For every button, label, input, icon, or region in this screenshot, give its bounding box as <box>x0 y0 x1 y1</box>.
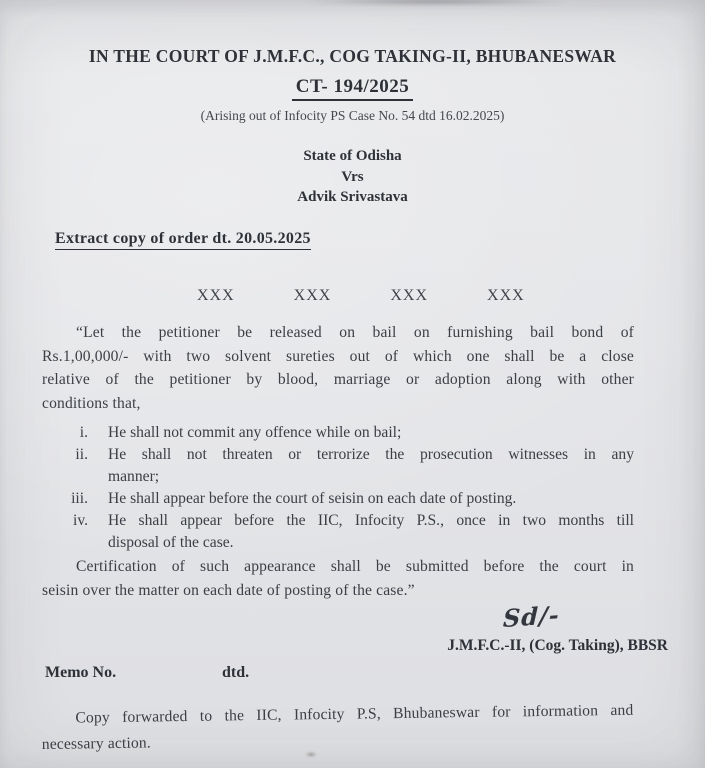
signature-sd-mark: Sd/- <box>502 599 561 634</box>
parties-block <box>0 146 705 208</box>
versus-label: Vrs <box>341 168 364 185</box>
condition-line: He shall not commit any offence while on bail; <box>108 424 402 441</box>
party-state: State of Odisha <box>303 148 402 164</box>
forwarding-paragraph <box>41 698 634 758</box>
condition-line: He shall appear before the IIC, Infocity P.S., once in two months till <box>108 512 634 529</box>
certification-line: Certification of such appearance shall be submitted before the court in <box>76 558 634 575</box>
court-title: IN THE COURT OF J.M.F.C., COG TAKING-II, BHUBANESWAR <box>88 46 617 66</box>
case-number-text: CT- 194/2025 <box>292 76 414 101</box>
order-paragraph-line: conditions that, <box>42 394 141 412</box>
condition-line: He shall appear before the court of seisin on each date of posting. <box>108 490 517 507</box>
redaction-row <box>197 287 525 305</box>
condition-numeral: ii. <box>75 446 88 463</box>
condition-item <box>42 444 634 488</box>
condition-item <box>42 510 634 554</box>
condition-text <box>108 488 634 510</box>
forwarding-line: necessary action. <box>41 734 151 754</box>
redaction-mark: XXX <box>197 287 235 304</box>
order-extract-heading <box>55 230 311 250</box>
party-accused: Advik Srivastava <box>297 189 408 205</box>
redaction-mark: XXX <box>487 287 525 304</box>
condition-line: manner; <box>108 468 160 485</box>
forwarding-line: Copy forwarded to the IIC, Infocity P.S, Bhubaneswar for information and <box>75 701 634 727</box>
certification-paragraph <box>42 555 634 602</box>
condition-item <box>42 488 634 510</box>
order-paragraph-line: “Let the petitioner be released on bail on furnishing bail bond of <box>76 324 634 341</box>
condition-numeral: iii. <box>71 490 88 507</box>
redaction-mark: XXX <box>293 287 332 304</box>
signature-designation: J.M.F.C.-II, (Cog. Taking), BBSR <box>447 637 668 654</box>
memo-dated-label: dtd. <box>222 664 250 681</box>
condition-text <box>108 510 634 554</box>
paper-fold-shadow <box>300 0 570 5</box>
order-paragraph-line: Rs.1,00,000/- with two solvent sureties out of which one shall be a close <box>42 347 634 365</box>
condition-line: He shall not threaten or terrorize the prosecution witnesses in any <box>108 446 634 463</box>
condition-line: disposal of the case. <box>108 534 234 551</box>
certification-line: seisin over the matter on each date of posting of the case.” <box>42 581 415 599</box>
condition-text <box>108 422 634 444</box>
condition-numeral: i. <box>79 424 88 441</box>
bail-conditions-list <box>42 422 634 554</box>
case-number <box>0 76 705 101</box>
redaction-mark: XXX <box>390 287 429 304</box>
condition-numeral: iv. <box>72 512 88 529</box>
condition-item <box>42 422 634 444</box>
memo-number-label: Memo No. <box>45 664 117 681</box>
order-paragraph <box>42 321 634 415</box>
condition-text <box>108 444 634 488</box>
order-extract-heading-text: Extract copy of order dt. 20.05.2025 <box>55 230 311 250</box>
order-paragraph-line: relative of the petitioner by blood, marriage or adoption along with other <box>42 371 634 389</box>
arising-out-of-line: (Arising out of Infocity PS Case No. 54 dtd 16.02.2025) <box>200 108 505 123</box>
